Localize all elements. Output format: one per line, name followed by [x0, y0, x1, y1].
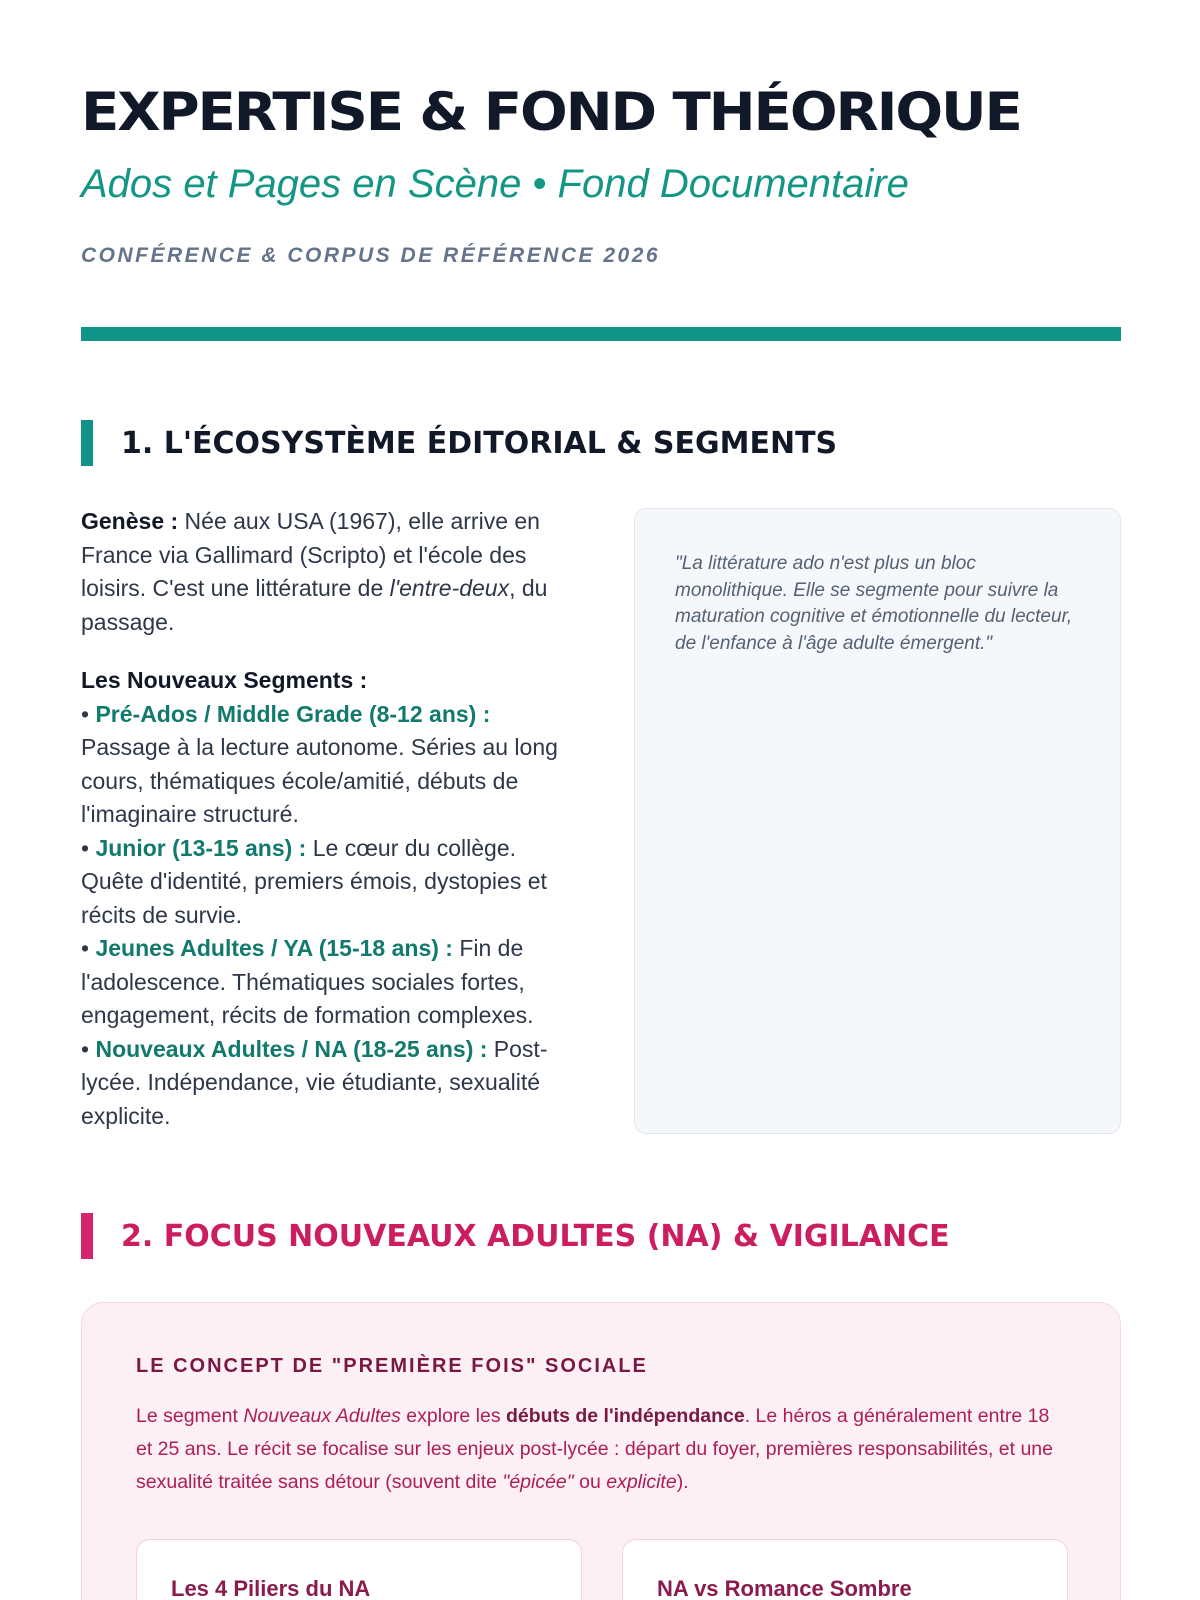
- na-emphasis-2: "épicée": [502, 1471, 574, 1493]
- segment-label: Pré-Ados / Middle Grade (8-12 ans) :: [95, 700, 491, 727]
- segment-text: Le cœur du collège. Quête d'identité, premiers émois, dystopies et récits de survie.: [81, 834, 547, 928]
- page-kicker: CONFÉRENCE & CORPUS DE RÉFÉRENCE 2026: [81, 244, 661, 267]
- section-2-accent-bar: [81, 1213, 93, 1259]
- segment-text: Post-lycée. Indépendance, vie étudiante, sexualité explicite.: [81, 1035, 548, 1129]
- na-concept-paragraph: [136, 1400, 1066, 1499]
- bullet: •: [81, 935, 96, 961]
- quote-text: "La littérature ado n'est plus un bloc monolithique. Elle se segmente pour suivre la maturation cognitive et émotionnelle du lecteur, de l'enfance à l'âge adulte émergent.": [675, 553, 1073, 654]
- na-text-a: Le segment: [136, 1405, 244, 1427]
- section-1-text: [81, 505, 566, 1133]
- section-1-title: 1. L'ÉCOSYSTÈME ÉDITORIAL & SEGMENTS: [121, 425, 838, 461]
- na-concept-heading: LE CONCEPT DE "PREMIÈRE FOIS" SOCIALE: [136, 1355, 648, 1377]
- section-1-header: [81, 420, 837, 466]
- genese-text-b: , du passage.: [81, 575, 548, 635]
- section-1-accent-bar: [81, 420, 93, 466]
- page-title: EXPERTISE & FOND THÉORIQUE: [81, 82, 1021, 143]
- segment-label: Jeunes Adultes / YA (15-18 ans) :: [95, 935, 453, 961]
- na-cards: [136, 1539, 1068, 1600]
- bullet: •: [81, 700, 96, 727]
- genese-emphasis: l'entre-deux: [389, 575, 510, 601]
- genese-text-a: Née aux USA (1967), elle arrive en France via Gallimard (Scripto) et l'école des loisirs. C'est une littérature de: [81, 508, 540, 601]
- segment-text: Fin de l'adolescence. Thématiques sociales fortes, engagement, récits de formation complexes.: [81, 935, 534, 1028]
- na-emphasis-1: Nouveaux Adultes: [243, 1405, 401, 1427]
- header-divider: [81, 327, 1121, 341]
- section-2-header: [81, 1213, 950, 1259]
- na-card-title: NA vs Romance Sombre: [657, 1576, 912, 1600]
- segment-item: [81, 935, 534, 1028]
- na-card-pillars: [136, 1539, 582, 1600]
- bullet: •: [81, 834, 96, 861]
- segment-item: [81, 835, 547, 928]
- na-text-b: explore les: [400, 1405, 507, 1427]
- na-text-d: ou: [573, 1471, 607, 1493]
- segments-list: [81, 664, 566, 1133]
- na-emphasis-3: explicite: [606, 1471, 677, 1493]
- na-card-comparison: [622, 1539, 1068, 1600]
- na-strong: débuts de l'indépendance: [506, 1405, 745, 1427]
- segment-item: [81, 1036, 547, 1129]
- segment-text: Passage à la lecture autonome. Séries au long cours, thématiques école/amitié, débuts de l'imaginaire structuré.: [81, 734, 558, 827]
- na-text-c: . Le héros a généralement entre 18 et 25 ans. Le récit se focalise sur les enjeux post-lycée : départ du foyer, premières responsabilités, et une sexualité traitée sans détour (souvent dite: [136, 1405, 1053, 1493]
- genese-paragraph: [81, 505, 566, 639]
- na-card-title: Les 4 Piliers du NA: [171, 1576, 371, 1600]
- page-subtitle: Ados et Pages en Scène • Fond Documentaire: [81, 162, 909, 206]
- quote-box: [634, 508, 1121, 1134]
- segment-label: Junior (13-15 ans) :: [95, 834, 307, 861]
- na-concept-box: [81, 1302, 1121, 1600]
- segment-label: Nouveaux Adultes / NA (18-25 ans) :: [95, 1035, 488, 1062]
- bullet: •: [81, 1035, 96, 1062]
- segments-heading: Les Nouveaux Segments :: [81, 667, 368, 693]
- genese-label: Genèse :: [81, 508, 179, 534]
- section-2-title: 2. FOCUS NOUVEAUX ADULTES (NA) & VIGILANCE: [121, 1218, 950, 1254]
- na-text-e: ).: [676, 1471, 689, 1493]
- segment-item: [81, 701, 558, 828]
